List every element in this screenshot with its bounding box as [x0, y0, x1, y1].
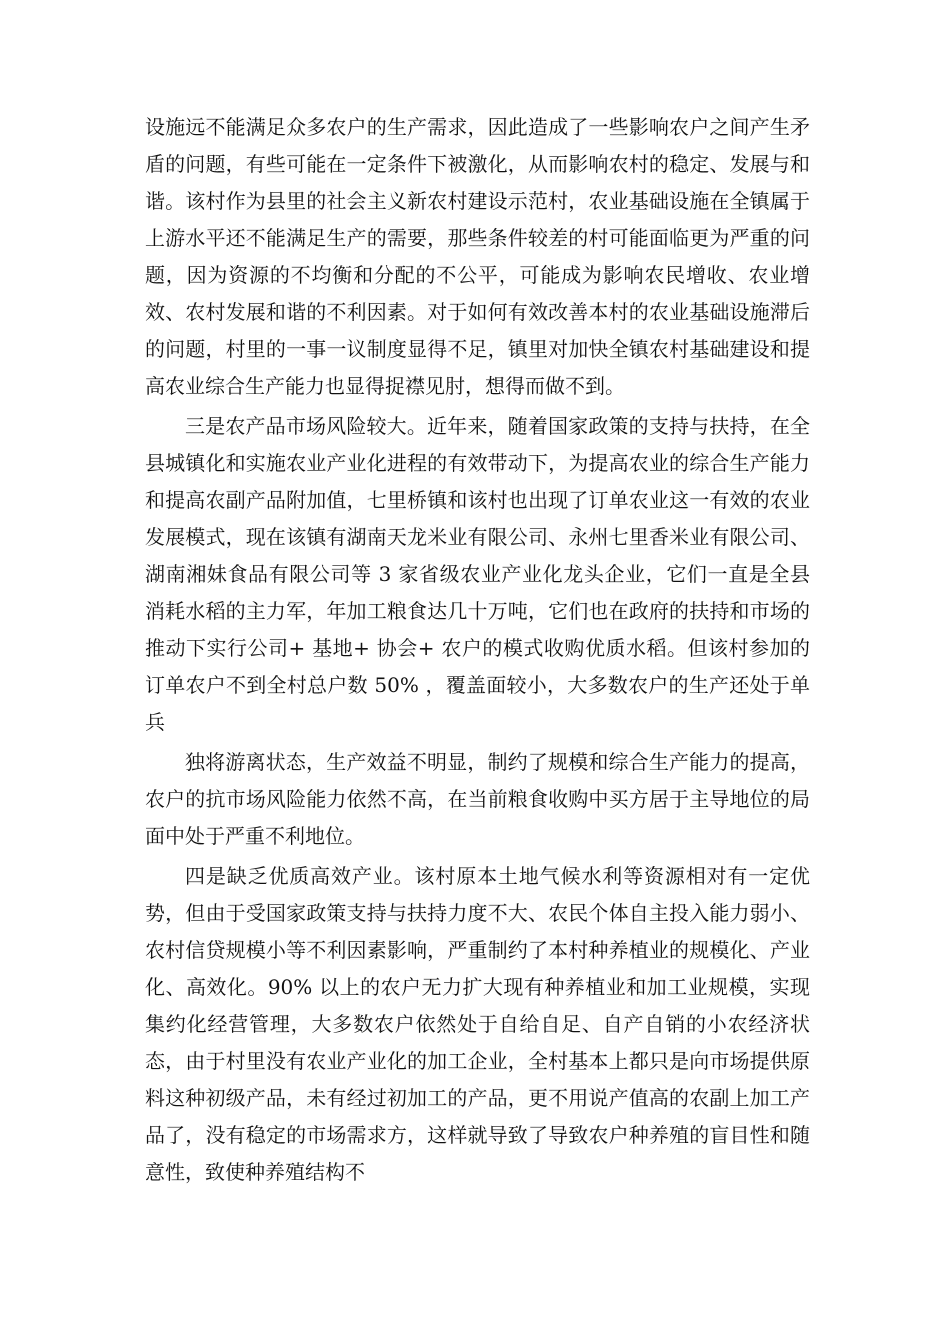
- paragraph-market-risk: 三是农产品市场风险较大。近年来，随着国家政策的支持与扶持，在全县城镇化和实施农业产业化进程的有效带动下，为提高农业的综合生产能力和提高农副产品附加值，七里桥镇和该村也出现了订单农业这一有效的农业发展模式，现在该镇有湖南天龙米业有限公司、永州七里香米业有限公司、湖南湘妹食品有限公司等 3 家省级农业产业化龙头企业，它们一直是全县消耗水稻的主力军，年加工粮食达几十万吨，它们也在政府的扶持和市场的推动下实行公司+ 基地+ 协会+ 农户的模式收购优质水稻。但该村参加的订单农户不到全村总户数 50% ，覆盖面较小，大多数农户的生产还处于单兵: [145, 414, 810, 734]
- document-body: [145, 109, 810, 1194]
- paragraph-continuation: 设施远不能满足众多农户的生产需求，因此造成了一些影响农户之间产生矛盾的问题，有些可能在一定条件下被激化，从而影响农村的稳定、发展与和谐。该村作为县里的社会主义新农村建设示范村，农业基础设施在全镇属于上游水平还不能满足生产的需要，那些条件较差的村可能面临更为严重的问题，因为资源的不均衡和分配的不公平，可能成为影响农民增收、农业增效、农村发展和谐的不利因素。对于如何有效改善本村的农业基础设施滞后的问题，村里的一事一议制度显得不足，镇里对加快全镇农村基础建设和提高农业综合生产能力也显得捉襟见肘，想得而做不到。: [145, 115, 810, 398]
- paragraph-lack-of-industry: 四是缺乏优质高效产业。该村原本土地气候水利等资源相对有一定优势，但由于受国家政策支持与扶持力度不大、农民个体自主投入能力弱小、农村信贷规模小等不利因素影响，严重制约了本村种养植业的规模化、产业化、高效化。90% 以上的农户无力扩大现有种养植业和加工业规模，实现集约化经营管理，大多数农户依然处于自给自足、自产自销的小农经济状态，由于村里没有农业产业化的加工企业，全村基本上都只是向市场提供原料这种初级产品，未有经过初加工的产品，更不用说产值高的农副上加工产品了，没有稳定的市场需求方，这样就导致了导致农户种养殖的盲目性和随意性，致使种养殖结构不: [145, 864, 810, 1184]
- paragraph-isolated-state: 独将游离状态，生产效益不明显，制约了规模和综合生产能力的提高，农户的抗市场风险能力依然不高，在当前粮食收购中买方居于主导地位的局面中处于严重不利地位。: [145, 750, 810, 848]
